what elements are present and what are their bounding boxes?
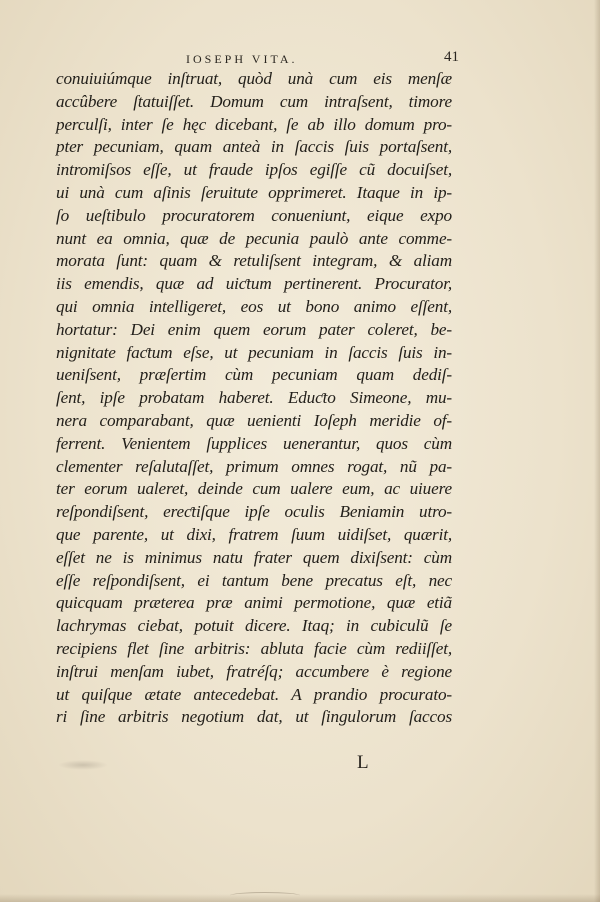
body-text xyxy=(56,68,452,729)
text-line: perculſi, inter ſe hęc dicebant, ſe ab illo domum pro- xyxy=(56,114,452,134)
text-line: ueniſsent, præſertim cùm pecuniam quam dediſ- xyxy=(56,365,452,385)
text-line: reſpondiſsent, ereƈtiſque ipſe oculis Beniamin utro- xyxy=(56,502,452,522)
text-line: morata ſunt: quam & retuliſsent integram, & aliam xyxy=(56,251,452,271)
text-line: ut quiſque ætate antecedebat. A prandio procurato- xyxy=(56,684,452,704)
text-line: conuiuiúmque inſtruat, quòd unà cum eis menſæ xyxy=(56,69,452,88)
page-edge-shadow-bottom xyxy=(0,894,600,902)
ink-bleed-through xyxy=(58,760,108,770)
text-line: accûbere ſtatuiſſet. Domum cum intraſsent, timore xyxy=(56,91,452,111)
text-line: clementer reſalutaſſet, primum omnes rogat, nũ pa- xyxy=(56,456,452,476)
page-bottom-smudge xyxy=(230,892,300,899)
page-edge-shadow-right xyxy=(594,0,600,902)
text-line: eſſe reſpondiſsent, ei tantum bene precatus eſt, nec xyxy=(56,570,452,590)
text-line: recipiens flet ſine arbitris: abluta facie cùm rediiſſet, xyxy=(56,638,452,658)
text-line: nera comparabant, quæ uenienti Ioſeph meridie of- xyxy=(56,410,452,430)
text-line: hortatur: Dei enim quem eorum pater coleret, be- xyxy=(56,319,452,339)
page-number: 41 xyxy=(444,49,459,65)
text-line: intromiſsos eſſe, ut fraude ipſos egiſſe cũ docuiſset, xyxy=(56,160,452,180)
text-line: ri ſine arbitris negotium dat, ut ſingulorum ſaccos xyxy=(56,707,452,727)
text-line: ui unà cum aſinis ſeruitute opprimeret. Itaque in ip- xyxy=(56,182,452,202)
text-line: ſent, ipſe probatam haberet. Eduƈto Simeone, mu- xyxy=(56,388,452,408)
running-head: IOSEPH VITA. xyxy=(186,52,298,66)
text-line: ter eorum ualeret, deinde cum ualere eum, ac uiuere xyxy=(56,479,452,499)
text-line: nignitate faƈtum eſse, ut pecuniam in ſaccis ſuis in- xyxy=(56,342,452,362)
text-line: nunt ea omnia, quæ de pecunia paulò ante comme- xyxy=(56,228,452,248)
text-line: qui omnia intelligeret, eos ut bono animo eſſent, xyxy=(56,296,452,316)
text-line: que parente, ut dixi, fratrem ſuum uidiſset, quærit, xyxy=(56,524,452,544)
text-line: quicquam præterea præ animi permotione, quæ etiã xyxy=(56,593,452,613)
text-line: eſſet ne is minimus natu frater quem dixiſsent: cùm xyxy=(56,547,452,567)
text-line: pter pecuniam, quam anteà in ſaccis ſuis portaſsent, xyxy=(56,137,452,157)
text-line: lachrymas ciebat, potuit dicere. Itaq; in cubiculũ ſe xyxy=(56,616,452,636)
signature-mark: L xyxy=(357,752,369,773)
text-line: inſtrui menſam iubet, fratréſq; accumbere è regione xyxy=(56,661,452,681)
text-line: iis emendis, quæ ad uiƈtum pertinerent. Procurator, xyxy=(56,274,452,294)
text-line: ferrent. Venientem ſupplices uenerantur, quos cùm xyxy=(56,433,452,453)
text-line: ſo ueſtibulo procuratorem conueniunt, eique expo xyxy=(56,205,452,225)
